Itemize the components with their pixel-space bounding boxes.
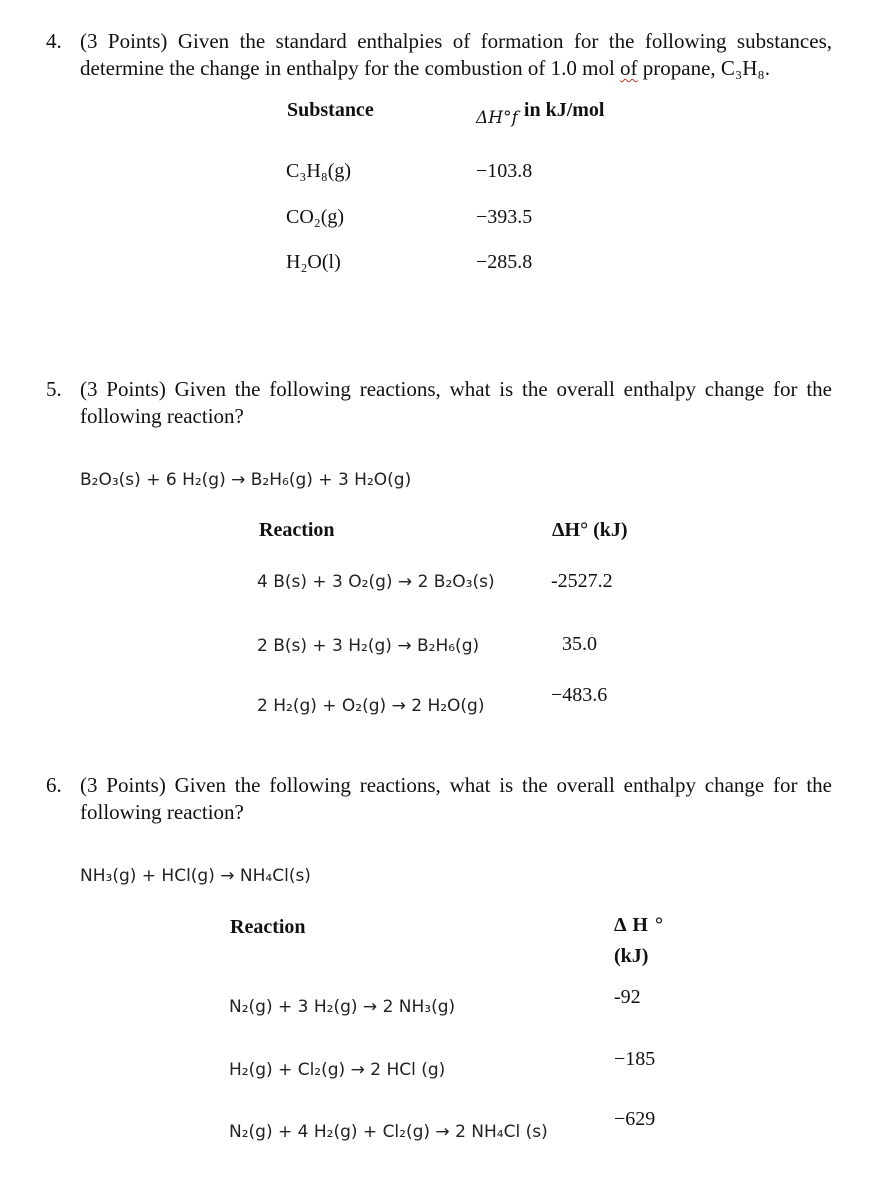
question-number: 4. (46, 29, 62, 53)
column-header-delta-h: Δ H ° (614, 914, 664, 936)
question-line-2: following reaction? (80, 800, 244, 824)
target-reaction-equation: NH₃(g) + HCl(g) → NH₄Cl(s) (80, 866, 311, 886)
table-cell-value: −285.8 (476, 251, 533, 273)
table-cell-reaction: 2 H₂(g) + O₂(g) → 2 H₂O(g) (257, 696, 485, 716)
table-cell-reaction: N₂(g) + 3 H₂(g) → 2 NH₃(g) (229, 997, 456, 1017)
target-reaction-equation: B₂O₃(s) + 6 H₂(g) → B₂H₆(g) + 3 H₂O(g) (80, 470, 412, 490)
question-line-2-end: propane, C₃H₈. (637, 56, 770, 80)
table-cell-value: −629 (614, 1108, 656, 1130)
column-header-enthalpy (476, 99, 605, 129)
table-cell-reaction: H₂(g) + Cl₂(g) → 2 HCl (g) (229, 1060, 446, 1080)
question-line-2-start: determine the change in enthalpy for the combustion of 1.0 mol (80, 56, 621, 80)
delta-h-formation-symbol: ΔH°f (476, 108, 518, 128)
table-cell-value: −103.8 (476, 160, 533, 182)
table-cell-value: −483.6 (551, 684, 608, 706)
spellcheck-flagged-word[interactable]: of (620, 56, 638, 80)
table-cell-substance: H₂O(l) (286, 251, 341, 273)
question-line-1: (3 Points) Given the following reactions, what is the overall enthalpy change for the (80, 377, 832, 401)
table-cell-reaction: N₂(g) + 4 H₂(g) + Cl₂(g) → 2 NH₄Cl (s) (229, 1122, 548, 1142)
question-line-1: (3 Points) Given the standard enthalpies of formation for the following substances, (80, 29, 832, 53)
table-cell-substance: CO₂(g) (286, 206, 345, 228)
table-cell-value: −185 (614, 1048, 656, 1070)
table-cell-value: 35.0 (562, 633, 597, 655)
column-header-reaction: Reaction (230, 916, 306, 938)
question-line-1: (3 Points) Given the following reactions, what is the overall enthalpy change for the (80, 773, 832, 797)
question-line-2: following reaction? (80, 404, 244, 428)
column-header-substance: Substance (287, 99, 374, 121)
table-cell-value: −393.5 (476, 206, 533, 228)
column-header-unit: in kJ/mol (523, 99, 605, 121)
question-text (80, 28, 832, 82)
table-cell-substance: C₃H₈(g) (286, 160, 352, 182)
question-number: 6. (46, 773, 62, 797)
table-cell-value: -2527.2 (551, 570, 613, 592)
question-line-2 (80, 55, 832, 82)
column-header-delta-h: ΔH° (kJ) (552, 519, 628, 541)
table-cell-value: -92 (614, 986, 641, 1008)
question-number: 5. (46, 377, 62, 401)
question-text (80, 772, 832, 826)
table-cell-reaction: 2 B(s) + 3 H₂(g) → B₂H₆(g) (257, 636, 480, 656)
question-text (80, 376, 832, 430)
column-header-reaction: Reaction (259, 519, 335, 541)
table-cell-reaction: 4 B(s) + 3 O₂(g) → 2 B₂O₃(s) (257, 572, 495, 592)
column-header-unit: (kJ) (614, 945, 649, 967)
